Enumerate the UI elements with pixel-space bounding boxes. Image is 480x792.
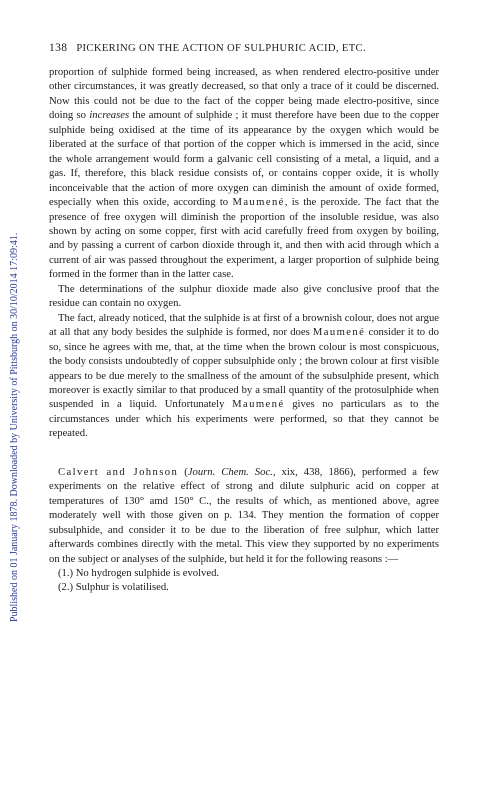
- paragraph-4: Calvert and Johnson (Journ. Chem. Soc., xix, 438, 1866), performed a few experiments on the relative effect of strong and dilute sulphuric acid on copper at temperatures of 130° amd 150° C., the results of which, as mentioned above, agree moderately well with those given on p. 134. They mention the formation of copper subsulphide, and consider it to be due to the liberation of free sulphur, which latter afterwards combines directly with the metal. This view they supported by no experiments on the subject or analyses of the sulphide, but held it for the following reasons :—: [49, 466, 439, 565]
- author-names: Calvert and Johnson: [58, 466, 179, 478]
- page-number: 138: [49, 42, 68, 54]
- paragraph-1: proportion of sulphide formed being increased, as when rendered electro-positive under other circumstances, it was greatly decreased, so that only a trace of it could be discerned. Now this could not be due to the fact of the copper being made electro-positive, since doing so increases the amount of sulphide ; it must therefore have been due to the copper sulphide being oxidised at the time of its appearance by the oxygen which would be liberated at the surface of that portion of the copper which is immersed in the acid, since the whole arrangement would form a galvanic cell consisting of a metal, a liquid, and a gas. If, therefore, this black residue consists of, or contains copper oxide, it is wholly inconceivable that the action of more oxygen can diminish the amount of oxide formed, especially when this oxide, according to Maumené, is the peroxide. The fact that the presence of free oxygen will diminish the proportion of the insoluble residue, was also shown by acting on some copper, first with acid carefully freed from oxygen by boiling, and by passing a current of carbon dioxide through it, and then with acid through which a current of air was passed throughout the experiment, a larger proportion of sulphide being formed in the former than in the latter case.: [49, 67, 439, 281]
- download-watermark: Published on 01 January 1878. Downloaded by University of Pittsburgh on 30/10/2014 17:09:41.: [9, 232, 20, 622]
- paragraph-2: The determinations of the sulphur dioxide made also give conclusive proof that the residue can contain no oxygen.: [49, 283, 439, 310]
- author-name: Maumené: [312, 327, 366, 339]
- paragraph-3: The fact, already noticed, that the sulphide is at first of a brownish colour, does not argue at all that any body besides the sulphide is formed, nor does Maumené consider it to do so, since he agrees with me, that, at the time when the brown colour is most conspicuous, the body consists undoubtedly of copper subsulphide only ; the brown colour at first visible appears to be due merely to the smallness of the amount of the subsulphide present, which moreover is exactly similar to that produced by a small quantity of the protosulphide when suspended in a liquid. Unfortunately Maumené gives no particulars as to the circumstances under which his experiments were performed, so that they cannot be repeated.: [49, 312, 439, 440]
- running-header: [49, 42, 441, 56]
- author-name: Maumené: [232, 197, 285, 209]
- list-item: (2.) Sulphur is volatilised.: [58, 582, 169, 594]
- author-name: Maumené: [232, 399, 285, 411]
- list-item: (1.) No hydrogen sulphide is evolved.: [58, 567, 220, 579]
- section-gap: [49, 442, 439, 466]
- running-title: PICKERING ON THE ACTION OF SULPHURIC ACID, ETC.: [76, 43, 366, 54]
- journal-title: Journ. Chem. Soc.: [187, 466, 273, 478]
- body-text: [49, 66, 439, 596]
- reasons-list: [49, 567, 439, 596]
- emphasis: increases: [89, 110, 130, 122]
